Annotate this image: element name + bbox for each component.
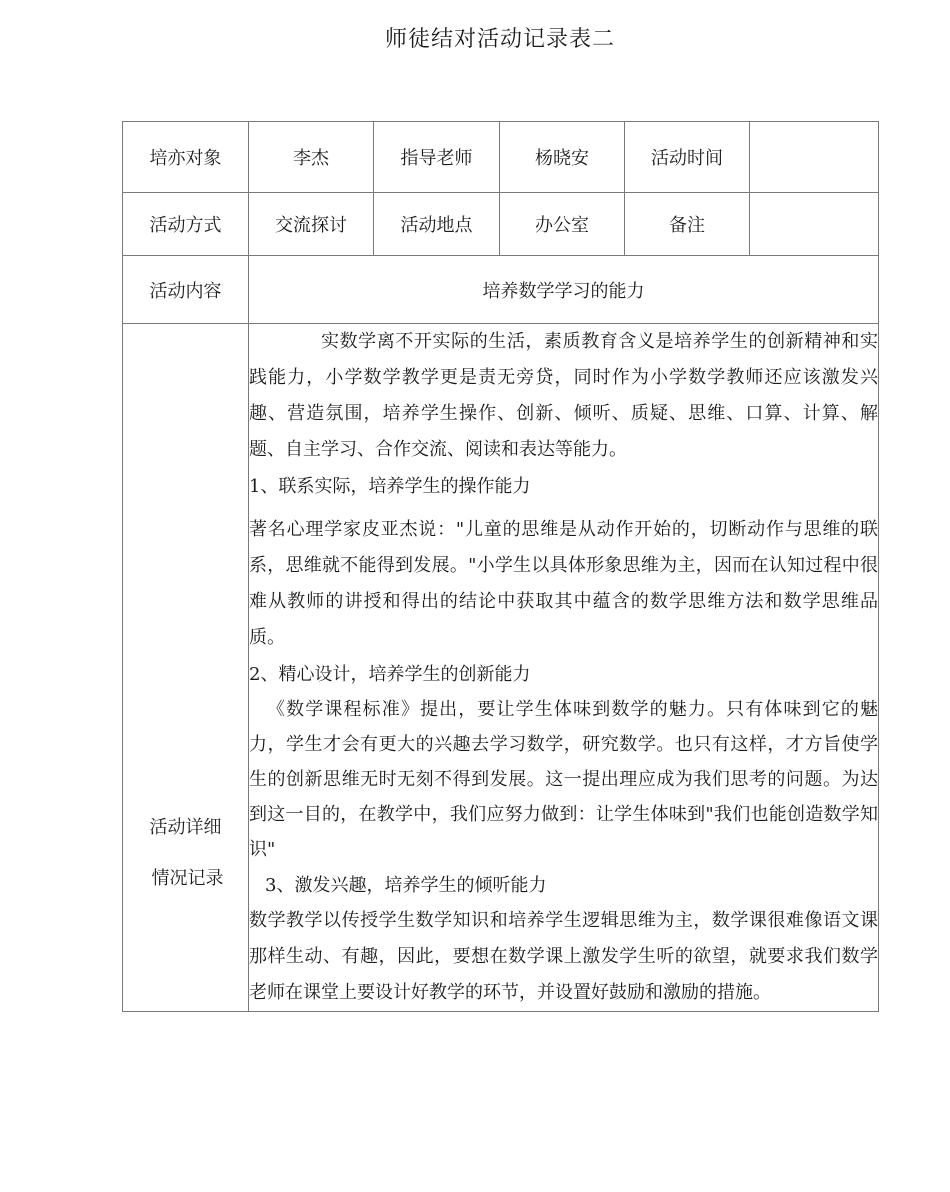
label-activity-content: 活动内容 [123, 256, 249, 324]
label-activity-place: 活动地点 [374, 193, 500, 256]
paragraph-operation-ability: 著名心理学家皮亚杰说："儿童的思维是从动作开始的，切断动作与思维的联系，思维就不能得到发展。"小学生以具体形象思维为主，因而在认知过程中很难从教师的讲授和得出的结论中获取其中蕴含的数学思维方法和数学思维品质。 [249, 519, 878, 648]
row-participants [123, 122, 879, 193]
activity-record-table [122, 121, 879, 1012]
heading-innovation-ability: 2、精心设计，培养学生的创新能力 [249, 664, 531, 685]
row-method [123, 193, 879, 256]
label-trainee: 培亦对象 [123, 122, 249, 193]
paragraph-intro: 实数学离不开实际的生活，素质教育含义是培养学生的创新精神和实践能力，小学数学教学更是责无旁贷，同时作为小学数学教师还应该激发兴趣、营造氛围，培养学生操作、创新、倾听、质疑、思维、口算、计算、解题、自主学习、合作交流、阅读和表达等能力。 [249, 331, 878, 460]
details-body [249, 324, 879, 1012]
value-activity-method: 交流探讨 [249, 193, 374, 256]
label-note: 备注 [625, 193, 750, 256]
label-details-line2: 情况记录 [151, 868, 224, 889]
row-details [123, 324, 879, 1012]
label-details-line1: 活动详细 [149, 817, 222, 838]
paragraph-listening-ability: 数学教学以传授学生数学知识和培养学生逻辑思维为主，数学课很难像语文课那样生动、有趣，因此，要想在数学课上激发学生听的欲望，就要求我们数学老师在课堂上要设计好教学的环节，并设置好鼓励和激励的措施。 [249, 910, 878, 1003]
label-activity-method: 活动方式 [123, 193, 249, 256]
paragraph-innovation-ability: 《数学课程标准》提出，要让学生体味到数学的魅力。只有体味到它的魅力，学生才会有更大的兴趣去学习数学，研究数学。也只有这样，才方旨使学生的创新思维无时无刻不得到发展。这一提出理应成为我们思考的问题。为达到这一目的，在教学中，我们应努力做到：让学生体味到"我们也能创造数学知识" [249, 699, 878, 860]
value-activity-place: 办公室 [500, 193, 625, 256]
value-activity-time [750, 122, 879, 193]
heading-listening-ability: 3、激发兴趣，培养学生的倾听能力 [265, 875, 547, 896]
document-title: 师徒结对活动记录表二 [384, 27, 615, 52]
row-content [123, 256, 879, 324]
label-activity-time: 活动时间 [625, 122, 750, 193]
label-details [123, 324, 249, 1012]
value-trainee: 李杰 [249, 122, 374, 193]
value-activity-content: 培养数学学习的能力 [249, 256, 879, 324]
heading-operation-ability: 1、联系实际，培养学生的操作能力 [249, 476, 531, 497]
value-note [750, 193, 879, 256]
label-mentor: 指导老师 [374, 122, 500, 193]
value-mentor: 杨晓安 [500, 122, 625, 193]
